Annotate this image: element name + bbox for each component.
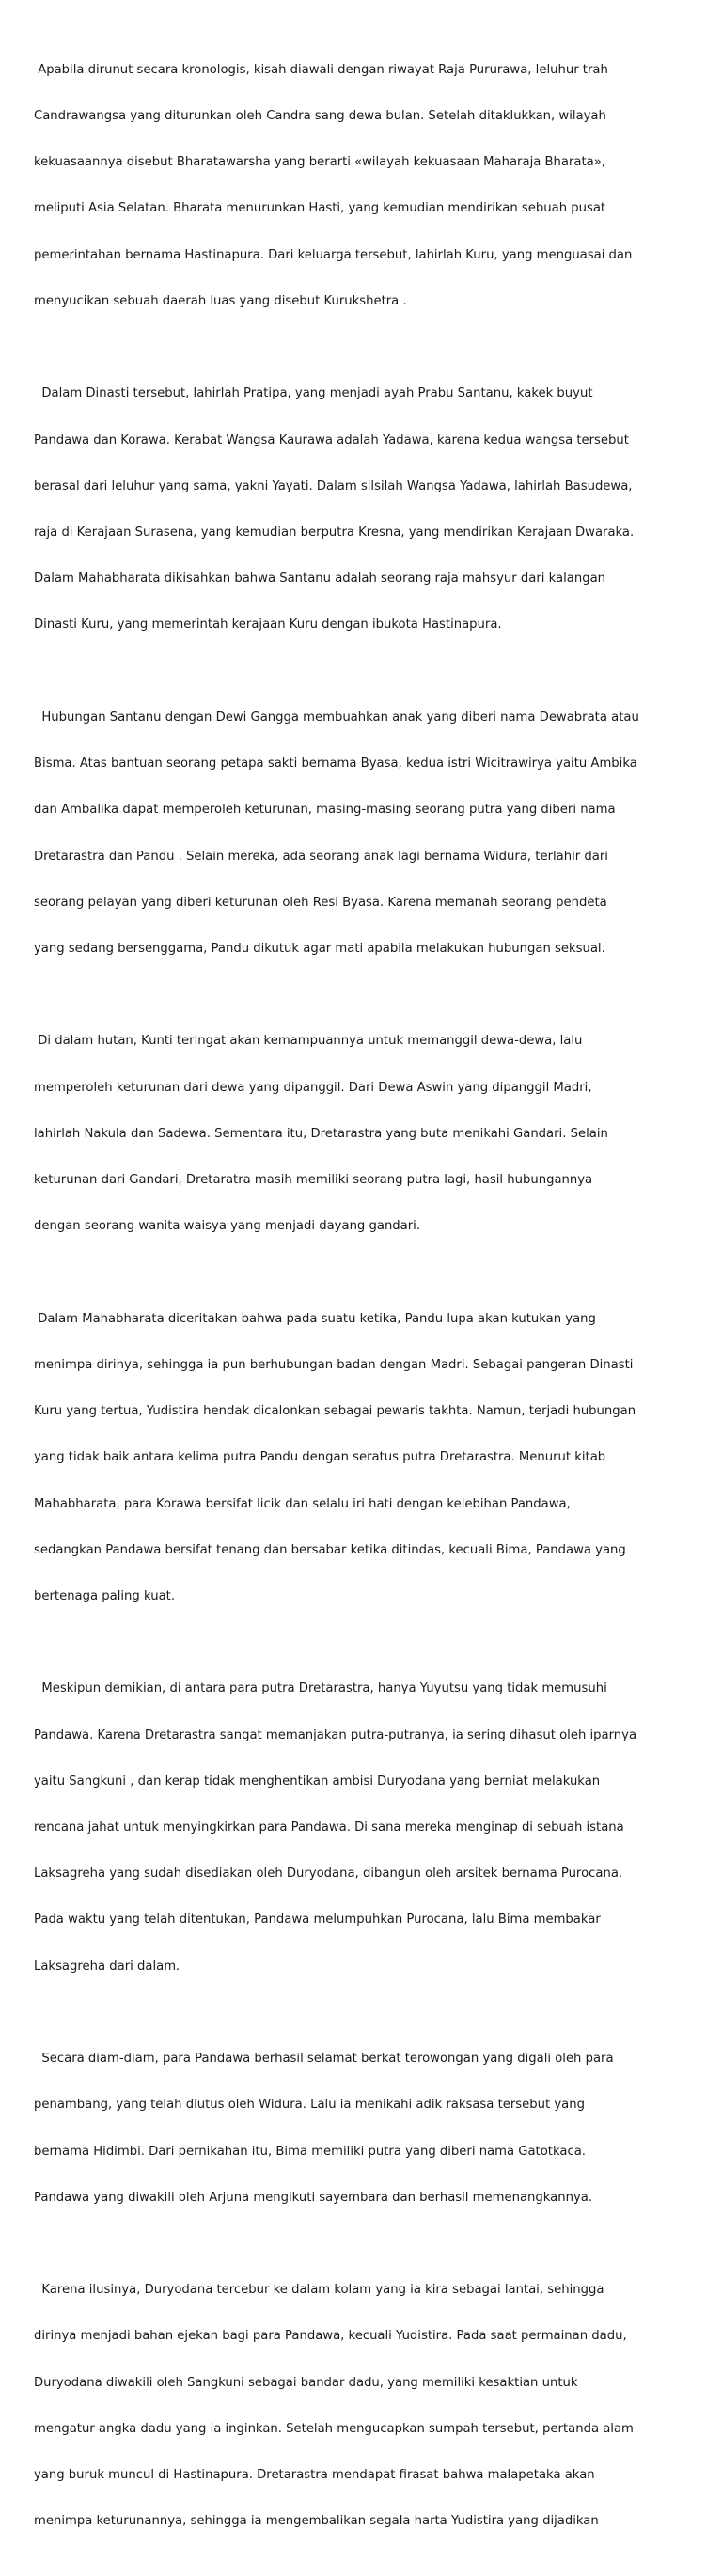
text-line: Mahabharata, para Korawa bersifat licik dan selalu iri hati dengan kelebihan Pandawa, — [34, 1496, 571, 1511]
text-line: Di dalam hutan, Kunti teringat akan kemampuannya untuk memanggil dewa-dewa, lalu — [34, 1034, 583, 1049]
paragraph-3 — [34, 679, 692, 988]
text-line: pemerintahan bernama Hastinapura. Dari keluarga tersebut, lahirlah Kuru, yang menguasai dan — [34, 247, 633, 262]
text-line: menyucikan sebuah daerah luas yang disebut Kurukshetra . — [34, 293, 407, 308]
text-line: Dretarastra dan Pandu . Selain mereka, ada seorang anak lagi bernama Widura, terlahir dari — [34, 849, 608, 864]
text-line: Meskipun demikian, di antara para putra Dretarastra, hanya Yuyutsu yang tidak memusuhi — [34, 1681, 607, 1696]
paragraph-1 — [34, 32, 692, 340]
paragraph-8 — [34, 2252, 692, 2560]
paragraph-7 — [34, 2021, 692, 2237]
text-line: Hubungan Santanu dengan Dewi Gangga membuahkan anak yang diberi nama Dewabrata atau — [34, 710, 639, 725]
text-line: sedangkan Pandawa bersifat tenang dan bersabar ketika ditindas, kecuali Bima, Pandawa yang — [34, 1542, 626, 1557]
text-line: menimpa keturunannya, sehingga ia mengembalikan segala harta Yudistira yang dijadikan — [34, 2514, 599, 2529]
paragraph-6 — [34, 1651, 692, 2006]
text-line: penambang, yang telah diutus oleh Widura. Lalu ia menikahi adik raksasa tersebut yang — [34, 2098, 585, 2113]
text-line: bertenaga paling kuat. — [34, 1588, 176, 1603]
text-line: Pandawa dan Korawa. Kerabat Wangsa Kaurawa adalah Yadawa, karena kedua wangsa tersebut — [34, 432, 629, 447]
text-line: Pandawa. Karena Dretarastra sangat memanjakan putra-putranya, ia sering dihasut oleh iparnya — [34, 1727, 637, 1742]
text-line: dirinya menjadi bahan ejekan bagi para Pandawa, kecuali Yudistira. Pada saat permainan dadu, — [34, 2329, 627, 2344]
text-line: Dalam Dinasti tersebut, lahirlah Pratipa, yang menjadi ayah Prabu Santanu, kakek buyut — [34, 386, 593, 401]
text-line: keturunan dari Gandari, Dretaratra masih memiliki seorang putra lagi, hasil hubungannya — [34, 1173, 593, 1188]
text-line: Dinasti Kuru, yang memerintah kerajaan Kuru dengan ibukota Hastinapura. — [34, 617, 502, 632]
text-line: Bisma. Atas bantuan seorang petapa sakti bernama Byasa, kedua istri Wicitrawirya yaitu Ambika — [34, 757, 637, 772]
text-line: Duryodana diwakili oleh Sangkuni sebagai bandar dadu, yang memiliki kesaktian untuk — [34, 2375, 578, 2390]
text-line: Secara diam-diam, para Pandawa berhasil selamat berkat terowongan yang digali oleh para — [34, 2052, 614, 2067]
text-line: dan Ambalika dapat memperoleh keturunan, masing-masing seorang putra yang diberi nama — [34, 803, 616, 818]
text-line: Dalam Mahabharata dikisahkan bahwa Santanu adalah seorang raja mahsyur dari kalangan — [34, 571, 606, 586]
document-body — [34, 32, 692, 2576]
text-line: kekuasaannya disebut Bharatawarsha yang berarti «wilayah kekuasaan Maharaja Bharata», — [34, 155, 606, 170]
paragraph-4 — [34, 1004, 692, 1266]
text-line: Pada waktu yang telah ditentukan, Pandawa melumpuhkan Purocana, lalu Bima membakar — [34, 1912, 601, 1928]
text-line: Candrawangsa yang diturunkan oleh Candra sang dewa bulan. Setelah ditaklukkan, wilayah — [34, 109, 606, 124]
text-line: Laksagreha dari dalam. — [34, 1959, 180, 1974]
text-line: yaitu Sangkuni , dan kerap tidak menghentikan ambisi Duryodana yang berniat melakukan — [34, 1773, 601, 1788]
text-line: yang buruk muncul di Hastinapura. Dretarastra mendapat firasat bahwa malapetaka akan — [34, 2468, 595, 2483]
text-line: Dalam Mahabharata diceritakan bahwa pada suatu ketika, Pandu lupa akan kutukan yang — [34, 1311, 596, 1326]
text-line: rencana jahat untuk menyingkirkan para Pandawa. Di sana mereka menginap di sebuah istana — [34, 1820, 624, 1835]
text-line: Pandawa yang diwakili oleh Arjuna mengikuti sayembara dan berhasil memenangkannya. — [34, 2190, 593, 2205]
text-line: Karena ilusinya, Duryodana tercebur ke dalam kolam yang ia kira sebagai lantai, sehingga — [34, 2283, 604, 2298]
text-line: lahirlah Nakula dan Sadewa. Sementara itu, Dretarastra yang buta menikahi Gandari. Selain — [34, 1126, 608, 1141]
text-line: yang sedang bersenggama, Pandu dikutuk agar mati apabila melakukan hubungan seksual. — [34, 941, 605, 956]
text-line: dengan seorang wanita waisya yang menjadi dayang gandari. — [34, 1219, 421, 1234]
text-line: Apabila dirunut secara kronologis, kisah diawali dengan riwayat Raja Pururawa, leluhur trah — [34, 62, 608, 77]
text-line: raja di Kerajaan Surasena, yang kemudian berputra Kresna, yang mendirikan Kerajaan Dwaraka. — [34, 524, 635, 539]
text-line: berasal dari leluhur yang sama, yakni Yayati. Dalam silsilah Wangsa Yadawa, lahirlah Basudewa, — [34, 478, 633, 493]
text-line: mengatur angka dadu yang ia inginkan. Setelah mengucapkan sumpah tersebut, pertanda alam — [34, 2421, 634, 2436]
text-line: meliputi Asia Selatan. Bharata menurunkan Hasti, yang kemudian mendirikan sebuah pusat — [34, 201, 606, 216]
text-line: seorang pelayan yang diberi keturunan oleh Resi Byasa. Karena memanah seorang pendeta — [34, 895, 607, 910]
text-line: Laksagreha yang sudah disediakan oleh Duryodana, dibangun oleh arsitek bernama Purocana. — [34, 1866, 623, 1881]
text-line: bernama Hidimbi. Dari pernikahan itu, Bima memiliki putra yang diberi nama Gatotkaca. — [34, 2144, 586, 2159]
text-line: Kuru yang tertua, Yudistira hendak dicalonkan sebagai pewaris takhta. Namun, terjadi hubungan — [34, 1404, 636, 1419]
text-line: memperoleh keturunan dari dewa yang dipanggil. Dari Dewa Aswin yang dipanggil Madri, — [34, 1080, 592, 1095]
paragraph-5 — [34, 1281, 692, 1635]
paragraph-2 — [34, 356, 692, 664]
text-line: menimpa dirinya, sehingga ia pun berhubungan badan dengan Madri. Sebagai pangeran Dinasti — [34, 1357, 634, 1372]
text-line: yang tidak baik antara kelima putra Pandu dengan seratus putra Dretarastra. Menurut kitab — [34, 1450, 606, 1465]
